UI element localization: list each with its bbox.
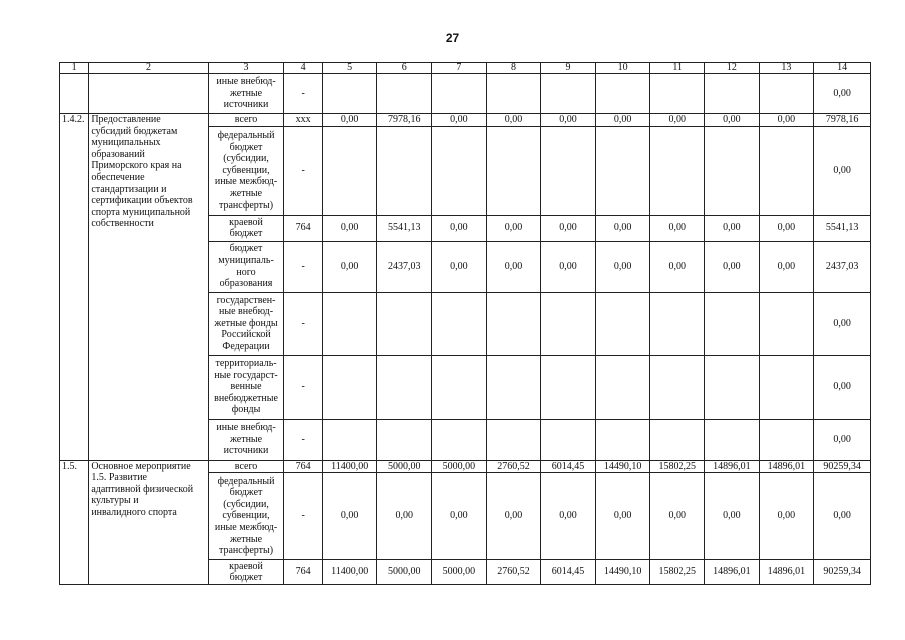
year-amount: 0,00: [432, 215, 487, 241]
year-amount: 0,00: [595, 114, 650, 127]
funding-source: федеральный бюджет (субсидии, субвенции, иные межбюд- жетные трансферты): [208, 126, 284, 215]
year-amount: 14896,01: [759, 460, 814, 473]
year-amount: 0,00: [486, 114, 541, 127]
year-amount: [432, 74, 487, 114]
year-amount: 0,00: [595, 215, 650, 241]
total-amount: 0,00: [814, 74, 871, 114]
year-amount: 5000,00: [432, 460, 487, 473]
funding-source: иные внебюд- жетные источники: [208, 419, 284, 460]
year-amount: 5000,00: [377, 460, 432, 473]
budget-code: -: [284, 292, 322, 355]
year-amount: 0,00: [705, 241, 760, 292]
total-amount: 0,00: [814, 419, 871, 460]
total-amount: 5541,13: [814, 215, 871, 241]
header-cell: 7: [432, 63, 487, 74]
section-title: Основное мероприятие 1.5. Развитие адаптивной физической культуры и инвалидного спорта: [89, 460, 208, 585]
header-cell: 3: [208, 63, 284, 74]
funding-source: иные внебюд- жетные источники: [208, 74, 284, 114]
year-amount: [595, 74, 650, 114]
header-cell: 12: [705, 63, 760, 74]
year-amount: 0,00: [432, 473, 487, 560]
year-amount: 2437,03: [377, 241, 432, 292]
year-amount: [759, 355, 814, 419]
year-amount: 0,00: [759, 241, 814, 292]
year-amount: 11400,00: [322, 560, 377, 585]
funding-source: всего: [208, 114, 284, 127]
section-title: [89, 74, 208, 114]
header-cell: 6: [377, 63, 432, 74]
header-cell: 11: [650, 63, 705, 74]
year-amount: 15802,25: [650, 460, 705, 473]
year-amount: [486, 292, 541, 355]
year-amount: 0,00: [322, 215, 377, 241]
section-number: [60, 74, 89, 114]
year-amount: [377, 126, 432, 215]
year-amount: 0,00: [650, 114, 705, 127]
year-amount: 0,00: [486, 215, 541, 241]
year-amount: 2760,52: [486, 460, 541, 473]
budget-code: ххх: [284, 114, 322, 127]
total-amount: 0,00: [814, 355, 871, 419]
year-amount: [486, 355, 541, 419]
year-amount: 0,00: [759, 473, 814, 560]
year-amount: [322, 74, 377, 114]
total-amount: 0,00: [814, 292, 871, 355]
year-amount: 14896,01: [759, 560, 814, 585]
header-row: [60, 63, 871, 74]
table-row: [60, 114, 871, 127]
year-amount: [759, 126, 814, 215]
year-amount: [705, 126, 760, 215]
year-amount: [322, 355, 377, 419]
table-row: [60, 74, 871, 114]
year-amount: 0,00: [595, 473, 650, 560]
year-amount: 0,00: [486, 241, 541, 292]
year-amount: 0,00: [650, 215, 705, 241]
year-amount: [432, 419, 487, 460]
year-amount: 5000,00: [377, 560, 432, 585]
year-amount: 11400,00: [322, 460, 377, 473]
budget-code: -: [284, 126, 322, 215]
budget-code: -: [284, 355, 322, 419]
year-amount: [759, 292, 814, 355]
year-amount: 0,00: [705, 215, 760, 241]
year-amount: 6014,45: [541, 460, 596, 473]
total-amount: 90259,34: [814, 560, 871, 585]
budget-code: 764: [284, 560, 322, 585]
year-amount: 0,00: [541, 473, 596, 560]
year-amount: [322, 126, 377, 215]
year-amount: 5541,13: [377, 215, 432, 241]
page-number: 27: [445, 31, 460, 45]
year-amount: 7978,16: [377, 114, 432, 127]
year-amount: [595, 126, 650, 215]
total-amount: 2437,03: [814, 241, 871, 292]
year-amount: [759, 74, 814, 114]
year-amount: [377, 355, 432, 419]
year-amount: [432, 126, 487, 215]
header-cell: 4: [284, 63, 322, 74]
year-amount: 0,00: [377, 473, 432, 560]
year-amount: 0,00: [432, 114, 487, 127]
year-amount: 5000,00: [432, 560, 487, 585]
year-amount: [432, 292, 487, 355]
year-amount: [705, 355, 760, 419]
year-amount: [486, 419, 541, 460]
table-row: [60, 460, 871, 473]
year-amount: [650, 355, 705, 419]
year-amount: [705, 292, 760, 355]
header-cell: 10: [595, 63, 650, 74]
year-amount: 0,00: [705, 473, 760, 560]
year-amount: [650, 74, 705, 114]
year-amount: [650, 292, 705, 355]
year-amount: 0,00: [705, 114, 760, 127]
year-amount: 14490,10: [595, 460, 650, 473]
total-amount: 0,00: [814, 473, 871, 560]
year-amount: [541, 126, 596, 215]
year-amount: 0,00: [759, 114, 814, 127]
total-amount: 7978,16: [814, 114, 871, 127]
header-cell: 13: [759, 63, 814, 74]
year-amount: [705, 419, 760, 460]
year-amount: [377, 292, 432, 355]
year-amount: [759, 419, 814, 460]
year-amount: 14490,10: [595, 560, 650, 585]
header-cell: 5: [322, 63, 377, 74]
section-title: Предоставление субсидий бюджетам муниципальных образований Приморского края на обеспечение стандартизации и сертификации объектов спорта муниципальной собственности: [89, 114, 208, 461]
total-amount: 90259,34: [814, 460, 871, 473]
funding-source: территориаль- ные государст- венные внебюджетные фонды: [208, 355, 284, 419]
year-amount: [541, 355, 596, 419]
year-amount: [595, 355, 650, 419]
year-amount: 0,00: [432, 241, 487, 292]
year-amount: 0,00: [486, 473, 541, 560]
funding-source: краевой бюджет: [208, 560, 284, 585]
year-amount: 0,00: [541, 215, 596, 241]
year-amount: [595, 419, 650, 460]
header-cell: 9: [541, 63, 596, 74]
funding-source: федеральный бюджет (субсидии, субвенции, иные межбюд- жетные трансферты): [208, 473, 284, 560]
year-amount: [541, 74, 596, 114]
budget-code: 764: [284, 460, 322, 473]
year-amount: 14896,01: [705, 460, 760, 473]
budget-table: [59, 62, 871, 585]
header-cell: 2: [89, 63, 208, 74]
year-amount: 0,00: [322, 114, 377, 127]
year-amount: [705, 74, 760, 114]
funding-source: всего: [208, 460, 284, 473]
year-amount: [432, 355, 487, 419]
year-amount: 14896,01: [705, 560, 760, 585]
table-body: [60, 63, 871, 585]
funding-source: бюджет муниципаль- ного образования: [208, 241, 284, 292]
header-cell: 8: [486, 63, 541, 74]
budget-code: -: [284, 419, 322, 460]
year-amount: 0,00: [650, 473, 705, 560]
total-amount: 0,00: [814, 126, 871, 215]
year-amount: [322, 419, 377, 460]
year-amount: [322, 292, 377, 355]
year-amount: [377, 419, 432, 460]
section-number: 1.5.: [60, 460, 89, 585]
year-amount: [650, 126, 705, 215]
year-amount: 2760,52: [486, 560, 541, 585]
year-amount: 0,00: [541, 241, 596, 292]
section-number: 1.4.2.: [60, 114, 89, 461]
year-amount: [541, 292, 596, 355]
year-amount: [595, 292, 650, 355]
budget-code: -: [284, 473, 322, 560]
year-amount: [486, 126, 541, 215]
year-amount: 0,00: [595, 241, 650, 292]
year-amount: [486, 74, 541, 114]
budget-code: -: [284, 241, 322, 292]
year-amount: 0,00: [322, 241, 377, 292]
funding-source: государствен- ные внебюд- жетные фонды Российской Федерации: [208, 292, 284, 355]
funding-source: краевой бюджет: [208, 215, 284, 241]
header-cell: 14: [814, 63, 871, 74]
header-cell: 1: [60, 63, 89, 74]
year-amount: [377, 74, 432, 114]
budget-code: -: [284, 74, 322, 114]
budget-code: 764: [284, 215, 322, 241]
year-amount: [541, 419, 596, 460]
year-amount: 15802,25: [650, 560, 705, 585]
year-amount: 0,00: [650, 241, 705, 292]
year-amount: 0,00: [541, 114, 596, 127]
year-amount: 6014,45: [541, 560, 596, 585]
year-amount: 0,00: [759, 215, 814, 241]
year-amount: [650, 419, 705, 460]
year-amount: 0,00: [322, 473, 377, 560]
